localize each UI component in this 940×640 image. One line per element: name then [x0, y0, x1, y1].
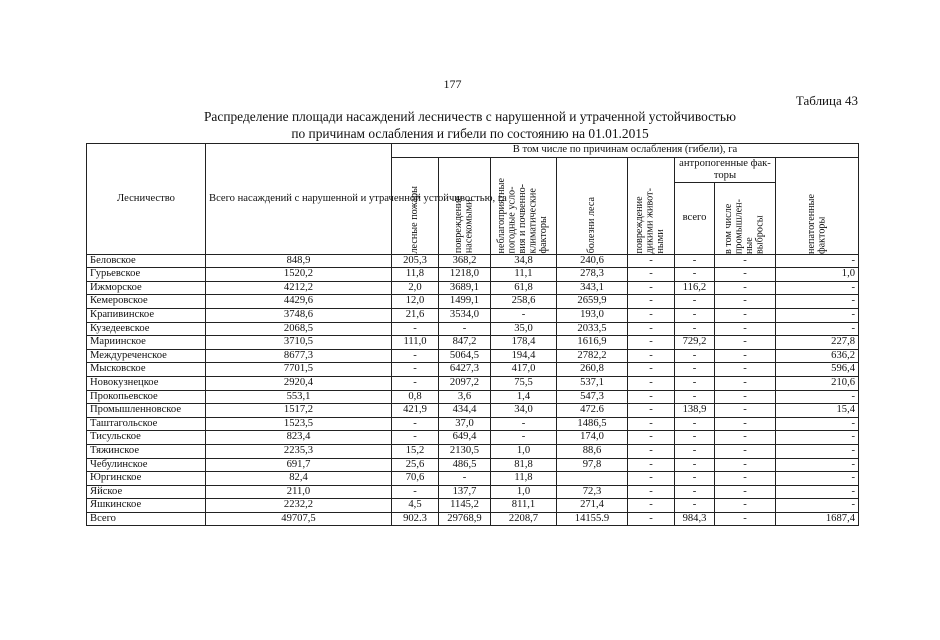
- cell-anthro: -: [675, 431, 715, 445]
- cell-nonpath: -: [776, 295, 859, 309]
- cell-total: 49707,5: [206, 512, 392, 526]
- cell-diseases: [557, 472, 628, 486]
- cell-total: 2068,5: [206, 322, 392, 336]
- cell-industrial: -: [715, 308, 776, 322]
- cell-animals: -: [628, 349, 675, 363]
- table-row: [87, 431, 859, 445]
- cell-industrial: -: [715, 431, 776, 445]
- cell-animals: -: [628, 268, 675, 282]
- cell-weather: 34,0: [491, 404, 557, 418]
- cell-fires: -: [392, 485, 439, 499]
- table-row: [87, 308, 859, 322]
- cell-name: Тисульское: [87, 431, 206, 445]
- cell-industrial: -: [715, 376, 776, 390]
- cell-insects: 2130,5: [439, 444, 491, 458]
- cell-total: 691,7: [206, 458, 392, 472]
- cell-nonpath: 596,4: [776, 363, 859, 377]
- cell-industrial: -: [715, 349, 776, 363]
- header-non-anthropogenic-text: непатогенные факторы: [805, 193, 827, 254]
- cell-anthro: -: [675, 349, 715, 363]
- cell-name: Беловское: [87, 254, 206, 268]
- cell-name: Новокузнецкое: [87, 376, 206, 390]
- cell-animals: -: [628, 499, 675, 513]
- cell-industrial: -: [715, 417, 776, 431]
- table-body: [87, 254, 859, 526]
- cell-anthro: 729,2: [675, 336, 715, 350]
- cell-nonpath: -: [776, 308, 859, 322]
- cell-insects: 1145,2: [439, 499, 491, 513]
- cell-fires: 70,6: [392, 472, 439, 486]
- cell-total: 211,0: [206, 485, 392, 499]
- table-row: [87, 404, 859, 418]
- cell-insects: 6427,3: [439, 363, 491, 377]
- cell-diseases: 537,1: [557, 376, 628, 390]
- cell-weather: 1,0: [491, 444, 557, 458]
- cell-weather: 1,0: [491, 485, 557, 499]
- cell-fires: 21,6: [392, 308, 439, 322]
- cell-insects: -: [439, 322, 491, 336]
- table-row: [87, 472, 859, 486]
- cell-industrial: -: [715, 472, 776, 486]
- header-weather-text: неблагоприятные погодные усло- вия и почвенно- климатические факторы: [496, 178, 550, 254]
- cell-name: Яшкинское: [87, 499, 206, 513]
- cell-anthro: 984,3: [675, 512, 715, 526]
- cell-anthro: -: [675, 308, 715, 322]
- cell-diseases: 1486,5: [557, 417, 628, 431]
- cell-anthro: -: [675, 363, 715, 377]
- cell-total: 3710,5: [206, 336, 392, 350]
- cell-total: 3748,6: [206, 308, 392, 322]
- cell-insects: 5064,5: [439, 349, 491, 363]
- header-diseases-text: болезни леса: [585, 197, 597, 254]
- cell-insects: 1499,1: [439, 295, 491, 309]
- cell-name: Тяжинское: [87, 444, 206, 458]
- table-label: Таблица 43: [795, 93, 858, 108]
- table-row: [87, 281, 859, 295]
- header-diseases: [557, 157, 628, 254]
- cell-weather: 258,6: [491, 295, 557, 309]
- cell-fires: 205,3: [392, 254, 439, 268]
- cell-anthro: -: [675, 485, 715, 499]
- cell-total: 823,4: [206, 431, 392, 445]
- cell-fires: 111,0: [392, 336, 439, 350]
- cell-industrial: -: [715, 254, 776, 268]
- table-row: [87, 390, 859, 404]
- table-title-line-1: Распределение площади насаждений лесничеств с нарушенной и утраченной устойчивостью: [203, 109, 737, 124]
- cell-animals: -: [628, 295, 675, 309]
- cell-fires: -: [392, 376, 439, 390]
- cell-anthro: -: [675, 254, 715, 268]
- cell-insects: 847,2: [439, 336, 491, 350]
- cell-animals: -: [628, 390, 675, 404]
- cell-industrial: -: [715, 512, 776, 526]
- cell-insects: -: [439, 472, 491, 486]
- cell-diseases: 193,0: [557, 308, 628, 322]
- cell-animals: -: [628, 444, 675, 458]
- cell-anthro: -: [675, 376, 715, 390]
- cell-industrial: -: [715, 268, 776, 282]
- cell-animals: -: [628, 417, 675, 431]
- cell-diseases: 2033,5: [557, 322, 628, 336]
- cell-nonpath: -: [776, 444, 859, 458]
- page-number: 177: [443, 77, 462, 91]
- table-row: [87, 322, 859, 336]
- cell-name: Кузедеевское: [87, 322, 206, 336]
- cell-name: Крапивинское: [87, 308, 206, 322]
- cell-weather: 2208,7: [491, 512, 557, 526]
- table-row: [87, 444, 859, 458]
- cell-animals: -: [628, 512, 675, 526]
- cell-insects: 434,4: [439, 404, 491, 418]
- cell-nonpath: 15,4: [776, 404, 859, 418]
- cell-diseases: 2659,9: [557, 295, 628, 309]
- table-row: [87, 336, 859, 350]
- cell-weather: 81,8: [491, 458, 557, 472]
- cell-fires: 2,0: [392, 281, 439, 295]
- cell-diseases: 174,0: [557, 431, 628, 445]
- table-row: [87, 485, 859, 499]
- cell-anthro: -: [675, 499, 715, 513]
- cell-total: 2920,4: [206, 376, 392, 390]
- table-row: [87, 458, 859, 472]
- cell-name: Таштагольское: [87, 417, 206, 431]
- header-anthropogenic: [675, 157, 776, 183]
- cell-animals: -: [628, 336, 675, 350]
- cell-insects: 3534,0: [439, 308, 491, 322]
- header-non-anthropogenic: [776, 157, 859, 254]
- table-row: [87, 363, 859, 377]
- cell-industrial: -: [715, 390, 776, 404]
- cell-diseases: 2782,2: [557, 349, 628, 363]
- cell-insects: 649,4: [439, 431, 491, 445]
- cell-diseases: 271,4: [557, 499, 628, 513]
- table-row: [87, 295, 859, 309]
- header-anthropogenic-text: антропогенные фак- торы: [679, 157, 771, 181]
- cell-diseases: 1616,9: [557, 336, 628, 350]
- cell-nonpath: 1687,4: [776, 512, 859, 526]
- cell-diseases: 278,3: [557, 268, 628, 282]
- cell-weather: 34,8: [491, 254, 557, 268]
- cell-nonpath: -: [776, 254, 859, 268]
- cell-animals: -: [628, 404, 675, 418]
- cell-nonpath: -: [776, 431, 859, 445]
- header-insects-text: повреждение насекомыми: [453, 196, 475, 254]
- table-row: [87, 349, 859, 363]
- cell-animals: -: [628, 322, 675, 336]
- cell-total: 848,9: [206, 254, 392, 268]
- table-row: [87, 376, 859, 390]
- cell-diseases: 14155.9: [557, 512, 628, 526]
- cell-total: 82,4: [206, 472, 392, 486]
- cell-animals: -: [628, 458, 675, 472]
- table-row: [87, 417, 859, 431]
- cell-name: Мысковское: [87, 363, 206, 377]
- cell-name: Промышленновское: [87, 404, 206, 418]
- table-row: [87, 254, 859, 268]
- cell-total: 8677,3: [206, 349, 392, 363]
- cell-weather: 35,0: [491, 322, 557, 336]
- header-including: В том числе по причинам ослабления (гибели), га: [392, 144, 859, 158]
- cell-fires: 12,0: [392, 295, 439, 309]
- cell-name: Мариинское: [87, 336, 206, 350]
- cell-industrial: -: [715, 499, 776, 513]
- cell-anthro: 138,9: [675, 404, 715, 418]
- cell-fires: 902.3: [392, 512, 439, 526]
- header-animals: [628, 157, 675, 254]
- cell-name: Всего: [87, 512, 206, 526]
- header-fires: [392, 157, 439, 254]
- cell-diseases: 88,6: [557, 444, 628, 458]
- cell-fires: -: [392, 431, 439, 445]
- cell-anthro: -: [675, 417, 715, 431]
- cell-fires: 4,5: [392, 499, 439, 513]
- table-title-line-2: по причинам ослабления и гибели по состоянию на 01.01.2015: [291, 126, 649, 141]
- cell-nonpath: -: [776, 499, 859, 513]
- cell-name: Ижморское: [87, 281, 206, 295]
- cell-industrial: -: [715, 485, 776, 499]
- cell-insects: 486,5: [439, 458, 491, 472]
- cell-nonpath: -: [776, 390, 859, 404]
- cell-total: 1517,2: [206, 404, 392, 418]
- cell-animals: -: [628, 485, 675, 499]
- cell-weather: 11,1: [491, 268, 557, 282]
- cell-nonpath: -: [776, 322, 859, 336]
- cell-anthro: -: [675, 268, 715, 282]
- cell-total: 2235,3: [206, 444, 392, 458]
- cell-name: Яйское: [87, 485, 206, 499]
- header-weather: [491, 157, 557, 254]
- cell-insects: 37,0: [439, 417, 491, 431]
- cell-diseases: 72,3: [557, 485, 628, 499]
- cell-name: Прокопьевское: [87, 390, 206, 404]
- table-row: [87, 499, 859, 513]
- cell-industrial: -: [715, 404, 776, 418]
- cell-fires: 11,8: [392, 268, 439, 282]
- cell-weather: 194,4: [491, 349, 557, 363]
- cell-weather: -: [491, 431, 557, 445]
- header-forestry: Лесничество: [87, 144, 206, 255]
- cell-insects: 29768,9: [439, 512, 491, 526]
- cell-total: 1520,2: [206, 268, 392, 282]
- cell-diseases: 472.6: [557, 404, 628, 418]
- cell-nonpath: -: [776, 417, 859, 431]
- cell-insects: 3,6: [439, 390, 491, 404]
- cell-anthro: -: [675, 322, 715, 336]
- cell-nonpath: -: [776, 281, 859, 295]
- cell-diseases: 240,6: [557, 254, 628, 268]
- cell-nonpath: 1,0: [776, 268, 859, 282]
- cell-weather: 11,8: [491, 472, 557, 486]
- cell-diseases: 343,1: [557, 281, 628, 295]
- cell-insects: 137,7: [439, 485, 491, 499]
- cell-industrial: -: [715, 336, 776, 350]
- cell-diseases: 547,3: [557, 390, 628, 404]
- cell-name: Юргинское: [87, 472, 206, 486]
- cell-fires: 0,8: [392, 390, 439, 404]
- cell-weather: 417,0: [491, 363, 557, 377]
- cell-industrial: -: [715, 295, 776, 309]
- cell-weather: -: [491, 417, 557, 431]
- cell-industrial: -: [715, 363, 776, 377]
- cell-insects: 1218,0: [439, 268, 491, 282]
- cell-nonpath: 227,8: [776, 336, 859, 350]
- header-industrial: [715, 183, 776, 254]
- cell-weather: 75,5: [491, 376, 557, 390]
- cell-name: Междуреченское: [87, 349, 206, 363]
- cell-insects: 2097,2: [439, 376, 491, 390]
- table-row: [87, 512, 859, 526]
- cell-total: 1523,5: [206, 417, 392, 431]
- table-title: [0, 108, 940, 142]
- cell-total: 7701,5: [206, 363, 392, 377]
- cell-animals: -: [628, 308, 675, 322]
- cell-animals: -: [628, 472, 675, 486]
- header-animals-text: повреждение дикими живот- ными: [634, 188, 667, 254]
- table-header: [87, 144, 859, 255]
- cell-anthro: -: [675, 444, 715, 458]
- cell-industrial: -: [715, 458, 776, 472]
- header-anthro-total: всего: [675, 183, 715, 254]
- cell-animals: -: [628, 363, 675, 377]
- cell-fires: -: [392, 417, 439, 431]
- cell-total: 2232,2: [206, 499, 392, 513]
- cell-diseases: 97,8: [557, 458, 628, 472]
- cell-name: Чебулинское: [87, 458, 206, 472]
- cell-total: 553,1: [206, 390, 392, 404]
- cell-animals: -: [628, 431, 675, 445]
- cell-fires: -: [392, 322, 439, 336]
- cell-animals: -: [628, 281, 675, 295]
- table-row: [87, 268, 859, 282]
- cell-name: Гурьевское: [87, 268, 206, 282]
- cell-nonpath: 636,2: [776, 349, 859, 363]
- cell-fires: 421,9: [392, 404, 439, 418]
- cell-industrial: -: [715, 281, 776, 295]
- header-insects: [439, 157, 491, 254]
- cell-total: 4212,2: [206, 281, 392, 295]
- cell-animals: -: [628, 376, 675, 390]
- cell-fires: 25,6: [392, 458, 439, 472]
- cell-weather: 1,4: [491, 390, 557, 404]
- cell-industrial: -: [715, 444, 776, 458]
- cell-nonpath: -: [776, 458, 859, 472]
- cell-insects: 368,2: [439, 254, 491, 268]
- cell-insects: 3689,1: [439, 281, 491, 295]
- cell-diseases: 260,8: [557, 363, 628, 377]
- cell-weather: -: [491, 308, 557, 322]
- cell-total: 4429,6: [206, 295, 392, 309]
- cell-industrial: -: [715, 322, 776, 336]
- cell-nonpath: 210,6: [776, 376, 859, 390]
- cell-anthro: -: [675, 458, 715, 472]
- cell-nonpath: -: [776, 472, 859, 486]
- cell-weather: 178,4: [491, 336, 557, 350]
- header-fires-text: лесные пожары: [408, 186, 420, 254]
- cell-fires: -: [392, 349, 439, 363]
- cell-anthro: 116,2: [675, 281, 715, 295]
- cell-nonpath: -: [776, 485, 859, 499]
- cell-weather: 61,8: [491, 281, 557, 295]
- cell-fires: 15,2: [392, 444, 439, 458]
- cell-name: Кемеровское: [87, 295, 206, 309]
- forestry-table: [86, 143, 859, 526]
- cell-animals: -: [628, 254, 675, 268]
- cell-anthro: -: [675, 295, 715, 309]
- cell-anthro: -: [675, 472, 715, 486]
- header-total: Всего насаждений с нарушенной и утраченной устойчивостью, га: [206, 144, 392, 255]
- header-industrial-text: в том числе промышлен- ные выбросы: [723, 198, 766, 254]
- cell-weather: 811,1: [491, 499, 557, 513]
- cell-anthro: -: [675, 390, 715, 404]
- cell-fires: -: [392, 363, 439, 377]
